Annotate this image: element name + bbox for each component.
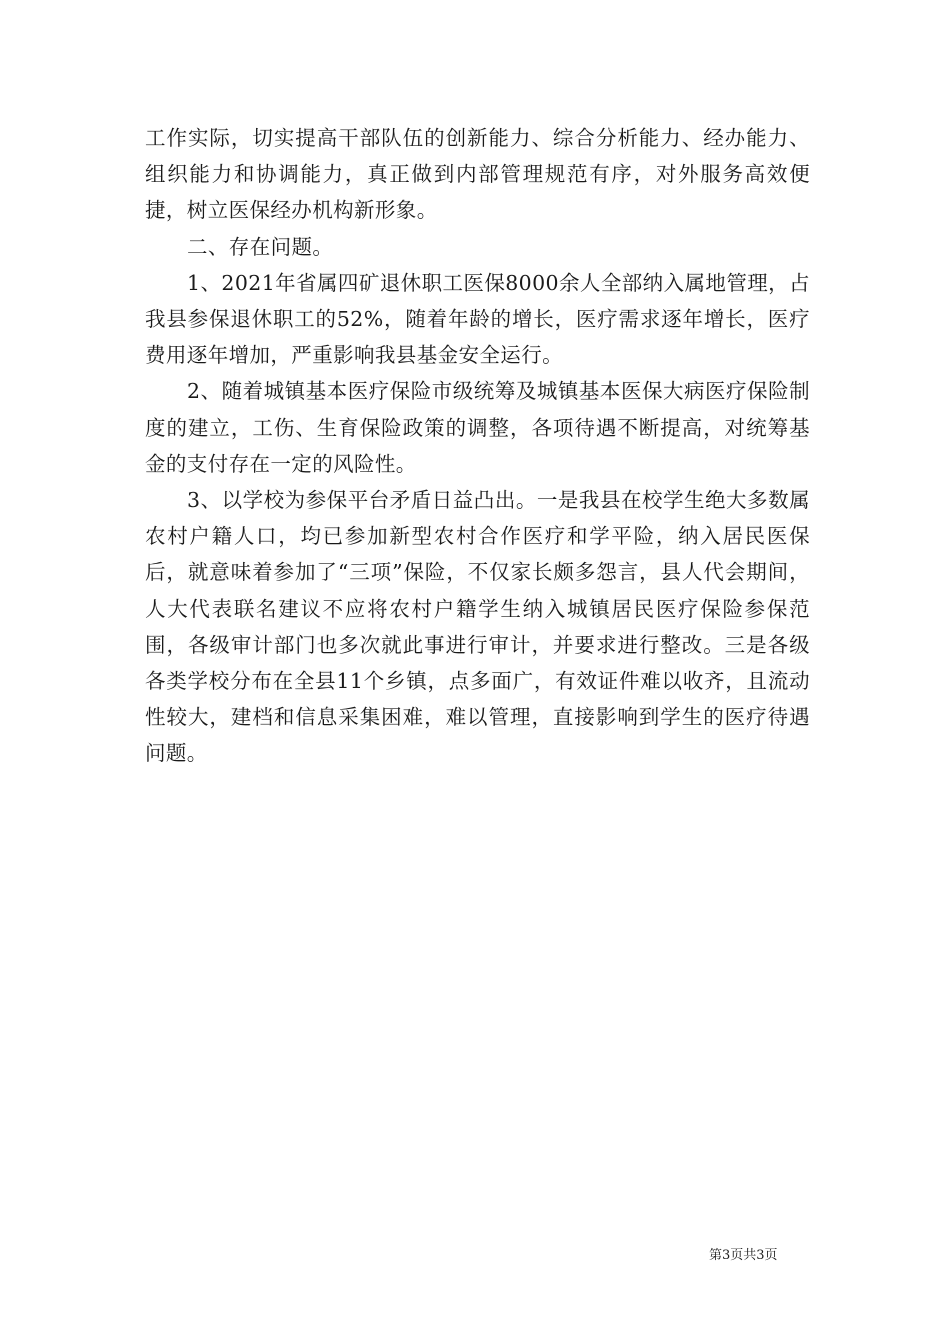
section-heading-problems: 二、存在问题。: [187, 234, 334, 259]
document-body: [145, 120, 810, 772]
page-number-footer: 第3页共3页: [709, 1248, 778, 1263]
paragraph-problem-1: 1、2021年省属四矿退休职工医保8000余人全部纳入属地管理，占我县参保退休职工的52%，随着年龄的增长，医疗需求逐年增长，医疗费用逐年增加，严重影响我县基金安全运行。: [145, 270, 810, 368]
paragraph-problem-3: 3、以学校为参保平台矛盾日益凸出。一是我县在校学生绝大多数属农村户籍人口，均已参加新型农村合作医疗和学平险，纳入居民医保后，就意味着参加了“三项”保险，不仅家长颇多怨言，县人代会期间，人大代表联名建议不应将农村户籍学生纳入城镇居民医疗保险参保范围，各级审计部门也多次就此事进行审计，并要求进行整改。三是各级各类学校分布在全县11个乡镇，点多面广，有效证件难以收齐，且流动性较大，建档和信息采集困难，难以管理，直接影响到学生的医疗待遇问题。: [145, 488, 810, 766]
paragraph-problem-2: 2、随着城镇基本医疗保险市级统筹及城镇基本医保大病医疗保险制度的建立，工伤、生育保险政策的调整，各项待遇不断提高，对统筹基金的支付存在一定的风险性。: [145, 379, 810, 476]
paragraph-work-summary: 工作实际，切实提高干部队伍的创新能力、综合分析能力、经办能力、组织能力和协调能力，真正做到内部管理规范有序，对外服务高效便捷，树立医保经办机构新形象。: [145, 126, 810, 223]
